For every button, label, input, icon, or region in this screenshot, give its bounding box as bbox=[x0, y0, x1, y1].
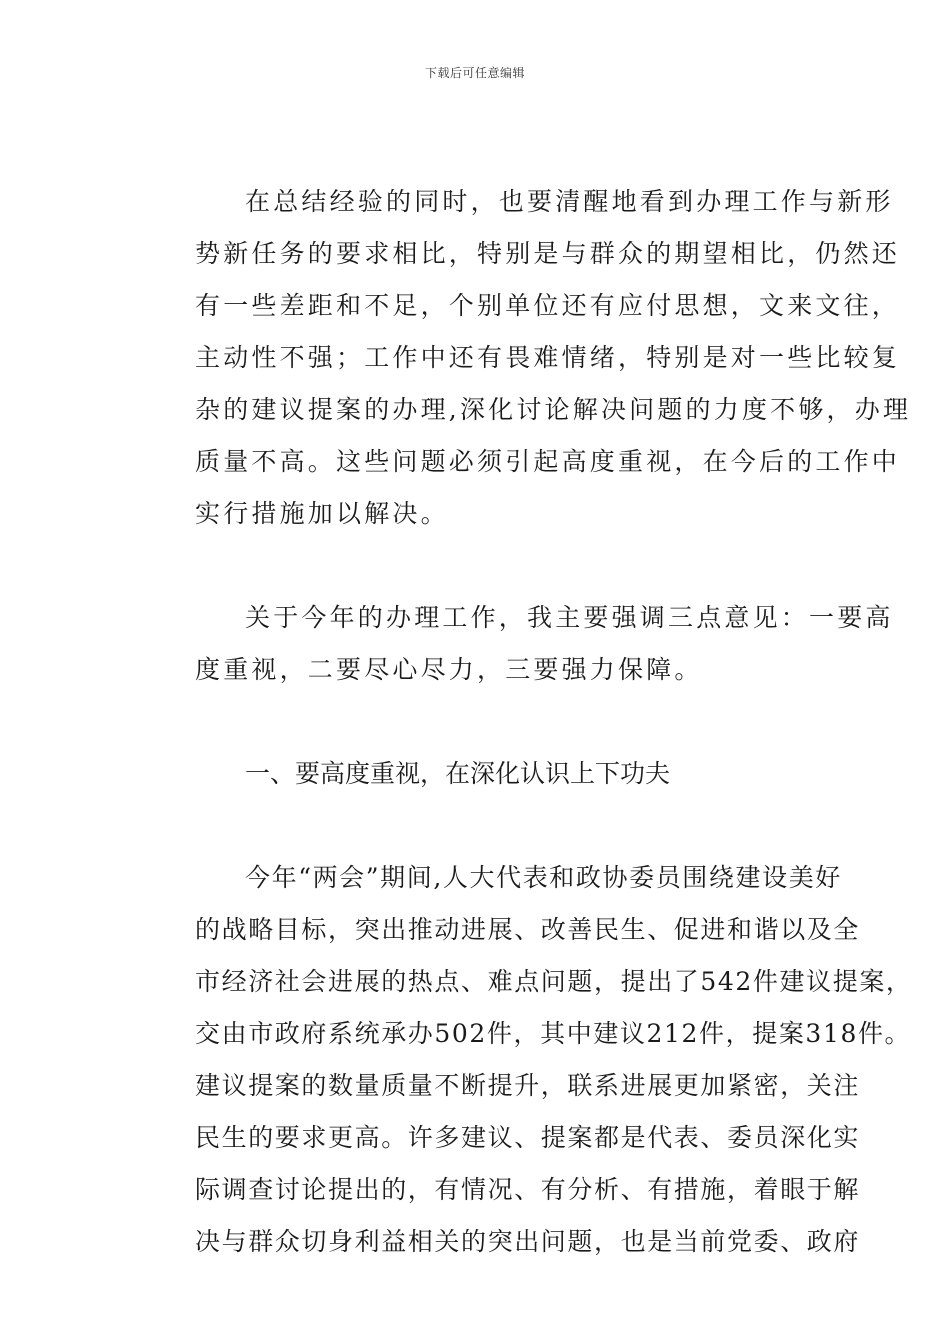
paragraph-review bbox=[145, 176, 912, 540]
text-line: 今年“两会”期间,人大代表和政协委员围绕建设美好 bbox=[245, 863, 842, 892]
heading-line: 一、要高度重视，在深化认识上下功夫 bbox=[245, 759, 671, 788]
text-line: 实行措施加以解决。 bbox=[195, 499, 449, 528]
paragraph-gap bbox=[145, 540, 815, 592]
text-line: 杂的建议提案的办理,深化讨论解决问题的力度不够，办理 bbox=[195, 395, 912, 424]
document-body bbox=[145, 176, 913, 1268]
text-line: 关于今年的办理工作，我主要强调三点意见：一要高 bbox=[245, 603, 894, 632]
paragraph-opinions bbox=[145, 592, 894, 696]
section-heading bbox=[145, 748, 815, 800]
paragraph-gap bbox=[145, 696, 815, 748]
text-line: 的战略目标，突出推动进展、改善民生、促进和谐以及全 bbox=[195, 915, 861, 944]
text-line: 有一些差距和不足，个别单位还有应付思想，文来文往， bbox=[195, 291, 901, 320]
paragraph-gap bbox=[145, 800, 815, 852]
text-line: 建议提案的数量质量不断提升，联系进展更加紧密，关注 bbox=[195, 1071, 861, 1100]
text-line: 在总结经验的同时，也要清醒地看到办理工作与新形 bbox=[245, 187, 894, 216]
text-line: 际调查讨论提出的，有情况、有分析、有措施，着眼于解 bbox=[195, 1175, 861, 1204]
page-header: 下载后可任意编辑 bbox=[424, 66, 525, 80]
text-line: 质量不高。这些问题必须引起高度重视，在今后的工作中 bbox=[195, 447, 901, 476]
text-line: 度重视，二要尽心尽力，三要强力保障。 bbox=[195, 655, 703, 684]
text-line: 主动性不强；工作中还有畏难情绪，特别是对一些比较复 bbox=[195, 343, 901, 372]
text-line: 市经济社会进展的热点、难点问题，提出了542件建议提案， bbox=[195, 967, 913, 996]
text-line: 交由市政府系统承办502件，其中建议212件，提案318件。 bbox=[195, 1019, 912, 1048]
text-line: 势新任务的要求相比，特别是与群众的期望相比，仍然还 bbox=[195, 239, 901, 268]
paragraph-proposals bbox=[145, 852, 913, 1268]
text-line: 决与群众切身利益相关的突出问题，也是当前党委、政府 bbox=[195, 1227, 861, 1256]
text-line: 民生的要求更高。许多建议、提案都是代表、委员深化实 bbox=[195, 1123, 861, 1152]
